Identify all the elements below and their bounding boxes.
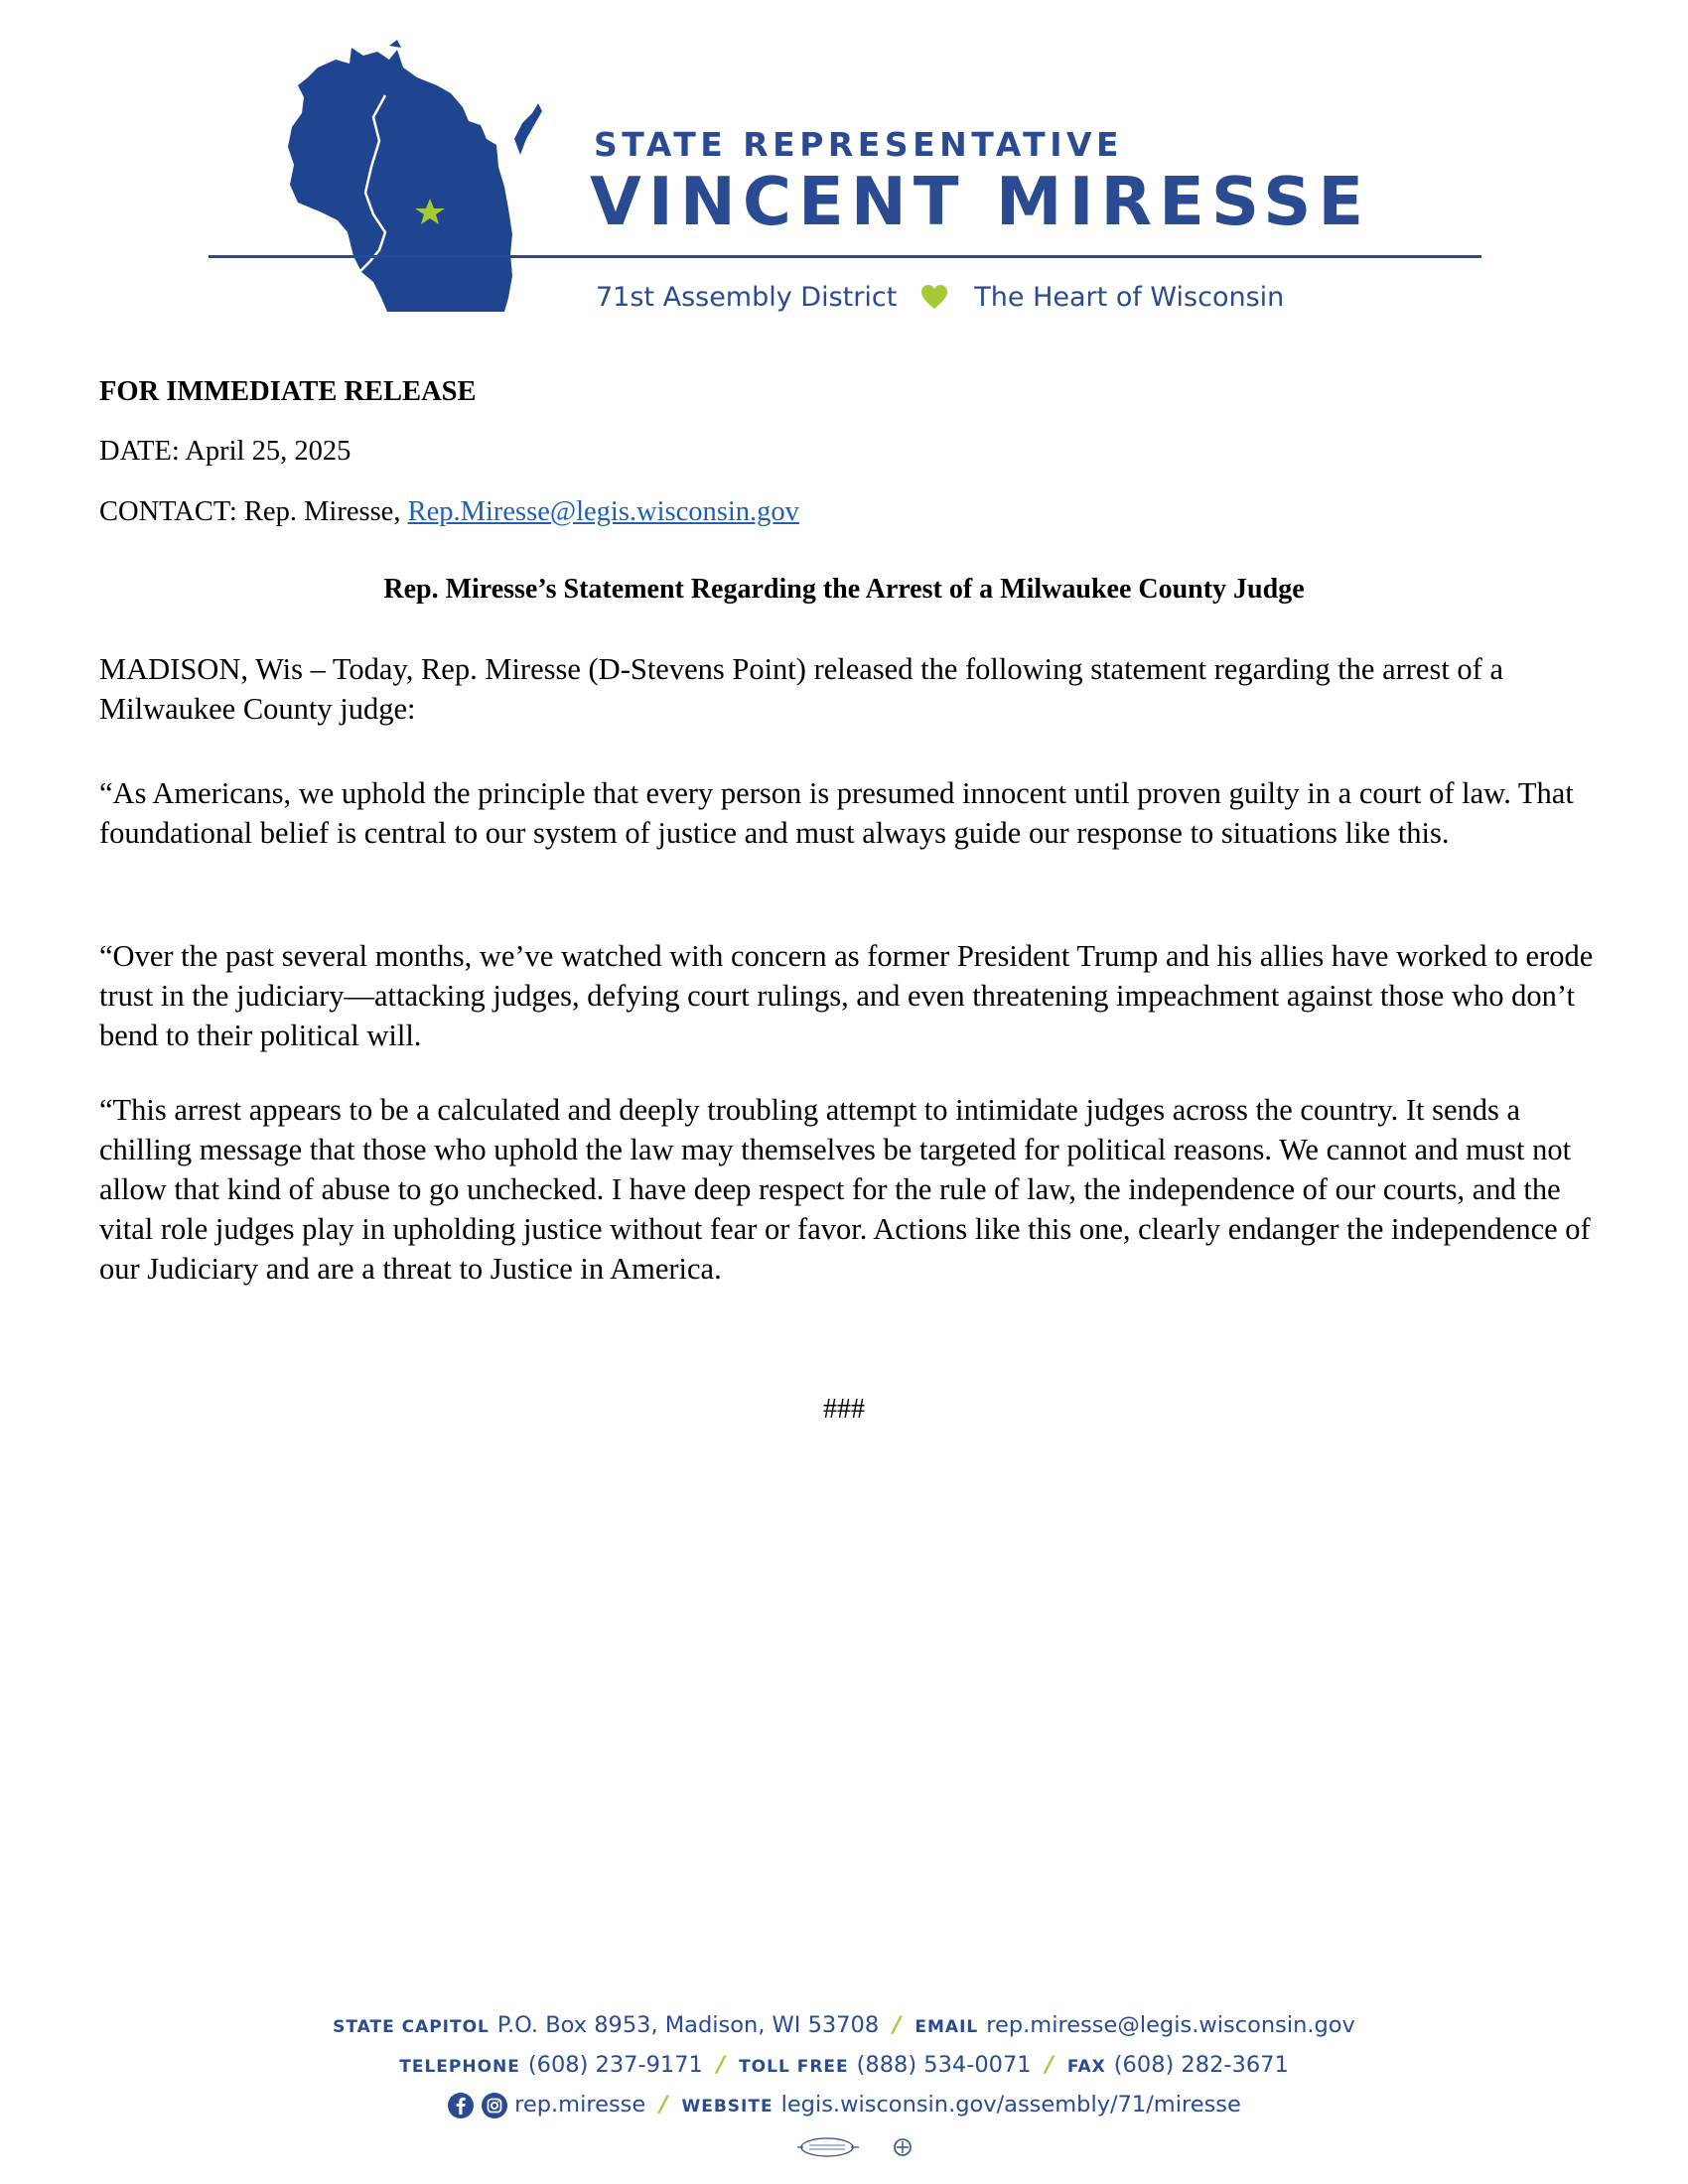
separator-icon: / [659,2092,668,2117]
website-label: WEBSITE [681,2097,774,2116]
tagline-label: The Heart of Wisconsin [974,281,1285,313]
capitol-address: P.O. Box 8953, Madison, WI 53708 [496,2012,880,2038]
release-label: FOR IMMEDIATE RELEASE [99,376,477,407]
capitol-label: STATE CAPITOL [333,2017,490,2037]
footer-address-line [0,2009,1688,2041]
contact-email-link[interactable]: Rep.Miresse@legis.wisconsin.gov [407,496,799,527]
facebook-icon[interactable] [447,2092,475,2119]
body-paragraph: “As Americans, we uphold the principle that every person is presumed innocent until proven guilty in a court of law. That foundational belief is central to our system of justice and must always guide our response to situations like this. [99,776,1574,850]
website-link[interactable]: legis.wisconsin.gov/assembly/71/miresse [780,2092,1241,2117]
fax-label: FAX [1066,2057,1106,2077]
representative-title: STATE REPRESENTATIVE [594,125,1124,164]
body-paragraph: “Over the past several months, we’ve watched with concern as former President Trump and his allies have worked to erode trust in the judiciary—attacking judges, defying court rulings, and even threatening impeachment against those who don’t bend to their political will. [99,939,1594,1052]
district-tagline [596,280,1284,314]
heart-icon [920,284,948,310]
letterhead-divider [209,255,1481,258]
body-paragraph: MADISON, Wis – Today, Rep. Miresse (D-Stevens Point) released the following statement regarding the arrest of a Milwaukee County judge: [99,652,1504,726]
telephone-label: TELEPHONE [399,2057,520,2077]
separator-icon: / [716,2052,726,2078]
district-label: 71st Assembly District [596,281,898,313]
release-contact [99,496,799,528]
release-date: DATE: April 25, 2025 [99,436,352,467]
instagram-icon[interactable] [481,2092,508,2119]
footer-web-line [0,2089,1688,2120]
union-bug-icon [789,2132,918,2162]
telephone-number: (608) 237-9171 [527,2052,703,2078]
contact-prefix: CONTACT: Rep. Miresse, [99,496,408,527]
fax-number: (608) 282-3671 [1113,2052,1289,2078]
statement-headline: Rep. Miresse’s Statement Regarding the Arrest of a Milwaukee County Judge [383,574,1305,605]
body-paragraph: “This arrest appears to be a calculated and deeply troubling attempt to intimidate judges across the country. It sends a chilling message that those who uphold the law may themselves be targeted for political reasons. We cannot and must not allow that kind of abuse to go unchecked. I have deep respect for the rule of law, the independence of our courts, and the vital role judges play in upholding justice without fear or favor. Actions like this one, clearly endanger the independence of our Judiciary and are a threat to Justice in America. [99,1093,1591,1286]
end-mark: ### [823,1394,865,1425]
tollfree-label: TOLL FREE [739,2057,849,2077]
social-handle[interactable]: rep.miresse [514,2092,646,2117]
footer-phone-line [0,2049,1688,2081]
wisconsin-map-icon [278,38,546,316]
letterhead [0,0,1688,328]
email-label: EMAIL [914,2017,979,2037]
tollfree-number: (888) 534-0071 [856,2052,1032,2078]
separator-icon: / [893,2012,902,2038]
separator-icon: / [1045,2052,1054,2078]
representative-name: VINCENT MIRESSE [590,163,1371,240]
footer-email[interactable]: rep.miresse@legis.wisconsin.gov [986,2012,1355,2038]
